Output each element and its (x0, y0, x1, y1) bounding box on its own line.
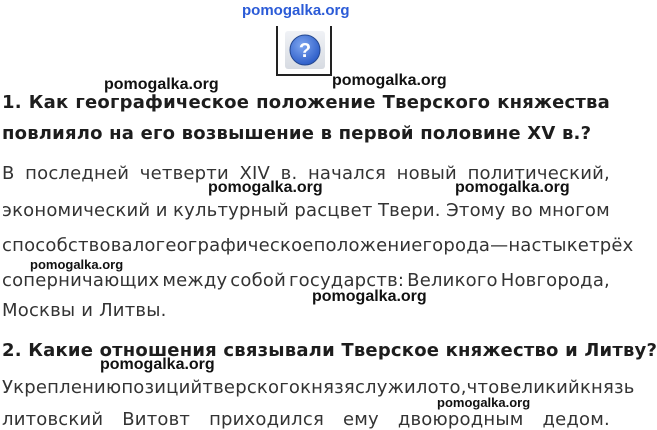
watermark: pomogalka.org (455, 179, 570, 196)
word: Витовт (122, 409, 191, 430)
word: — (490, 235, 509, 256)
word: Укреплению (2, 377, 122, 398)
word: 1. (2, 92, 22, 113)
word: географическое (75, 92, 250, 113)
word: Тверского (382, 92, 491, 113)
word: литовский (2, 409, 104, 430)
word: Твери. (377, 200, 441, 221)
word: города (422, 235, 491, 256)
answer-1-line-2 (2, 200, 610, 221)
word: великий (499, 377, 580, 398)
word: Как (28, 92, 69, 113)
word: князь (579, 377, 635, 398)
word: положение (313, 235, 423, 256)
question-icon-frame (276, 26, 332, 76)
answer-2-line-2 (2, 409, 610, 430)
watermark: pomogalka.org (30, 257, 124, 272)
word: князя (300, 377, 355, 398)
word: В (2, 163, 15, 184)
word: многом (538, 200, 610, 221)
watermark: pomogalka.org (332, 72, 447, 89)
word: позиций (121, 377, 203, 398)
word: Великого (407, 270, 498, 291)
word: двоюродным (397, 409, 524, 430)
word: XIV (239, 163, 271, 184)
word: на (508, 235, 532, 256)
word: в. (280, 163, 298, 184)
word: приходился (209, 409, 324, 430)
word: начался (307, 163, 387, 184)
word: собой (230, 270, 287, 291)
word: последней (25, 163, 130, 184)
word: и (155, 200, 168, 221)
word: тверского (202, 377, 301, 398)
answer-1-line-3 (2, 235, 634, 256)
word: дедом. (542, 409, 610, 430)
answer-1-line-5: Москвы и Литвы. (2, 300, 167, 321)
watermark: pomogalka.org (437, 395, 531, 410)
word: Этому (446, 200, 506, 221)
word: положение (256, 92, 376, 113)
question-2: 2. Какие отношения связывали Тверское княжество и Литву? (2, 340, 657, 361)
word: Новгорода, (500, 270, 610, 291)
word: княжества (497, 92, 610, 113)
word: культурный (173, 200, 289, 221)
watermark-top: pomogalka.org (242, 2, 350, 19)
watermark: pomogalka.org (208, 179, 323, 196)
word: между (162, 270, 228, 291)
word: что (466, 377, 500, 398)
word: способствовало (2, 235, 156, 256)
question-1-line-1 (2, 92, 610, 113)
answer-1-line-4 (2, 270, 610, 291)
word: государств: (288, 270, 405, 291)
watermark: pomogalka.org (312, 288, 427, 305)
word: четверти (139, 163, 229, 184)
word: экономический (2, 200, 151, 221)
question-glyph: ? (298, 40, 312, 62)
word: стыке (531, 235, 590, 256)
watermark: pomogalka.org (104, 76, 219, 93)
word: служило (354, 377, 439, 398)
word: трёх (589, 235, 634, 256)
word: расцвет (294, 200, 373, 221)
question-icon (285, 31, 325, 69)
word: географическое (155, 235, 314, 256)
word: политический, (467, 163, 610, 184)
word: новый (396, 163, 457, 184)
answer-1-line-1 (2, 163, 610, 184)
word: во (510, 200, 533, 221)
answer-2-line-1 (2, 377, 635, 398)
watermark: pomogalka.org (100, 356, 215, 373)
word: ему (342, 409, 379, 430)
word: то, (438, 377, 467, 398)
word: соперничающих (2, 270, 160, 291)
question-1-line-2: повлияло на его возвышение в первой половине XV в.? (2, 123, 592, 144)
